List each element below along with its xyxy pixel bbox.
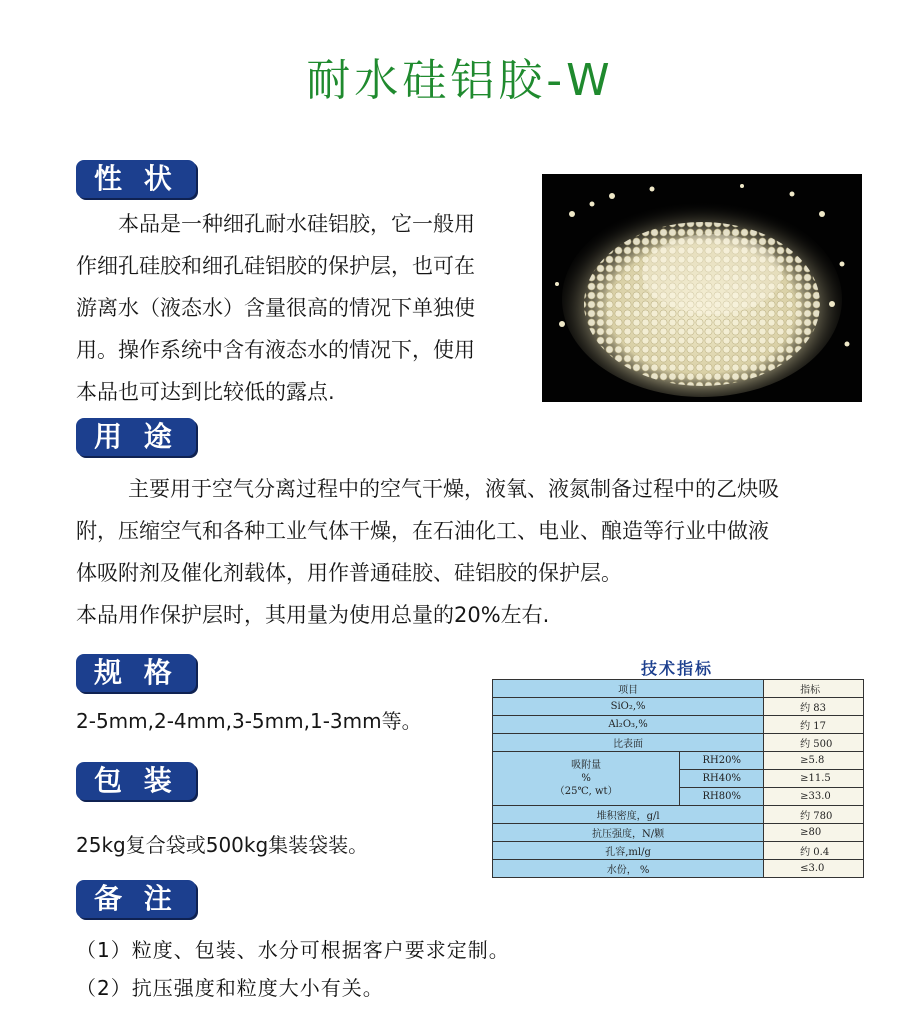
table-row xyxy=(493,680,864,698)
adsorption-cell xyxy=(493,752,680,806)
table-row xyxy=(493,842,864,860)
usage-line: 体吸附剂及催化剂载体，用作普通硅胶、硅铝胶的保护层。 xyxy=(76,561,622,585)
adsorption-unit: % xyxy=(581,773,591,784)
header-item-cell: 项目 xyxy=(493,680,764,698)
usage-line: 本品用作保护层时，其用量为使用总量的20%左右. xyxy=(76,603,550,627)
item-cell: 堆积密度，g/l xyxy=(493,806,764,824)
spec-table-title: 技术指标 xyxy=(640,659,713,678)
item-cell: 孔容,ml/g xyxy=(493,842,764,860)
value-cell: ≥80 xyxy=(764,824,864,842)
specs-text: 2-5mm,2-4mm,3-5mm,1-3mm等。 xyxy=(76,709,422,733)
spec-table xyxy=(492,679,864,878)
properties-text xyxy=(76,203,536,413)
table-row xyxy=(493,860,864,878)
usage-line: 附，压缩空气和各种工业气体干燥，在石油化工、电业、酿造等行业中做液 xyxy=(76,519,769,543)
item-cell: 水份， % xyxy=(493,860,764,878)
specs-heading: 规 格 xyxy=(76,654,196,692)
value-cell: 约 500 xyxy=(764,734,864,752)
item-cell: Al₂O₃,% xyxy=(493,716,764,734)
table-row xyxy=(493,716,864,734)
value-cell: ≥11.5 xyxy=(764,770,864,788)
adsorption-condition: （25℃, wt） xyxy=(554,786,618,797)
value-cell: ≥33.0 xyxy=(764,788,864,806)
packaging-heading: 包 装 xyxy=(76,762,196,800)
value-cell: 约 0.4 xyxy=(764,842,864,860)
item-cell: SiO₂,% xyxy=(493,698,764,716)
table-row xyxy=(493,824,864,842)
value-cell: 约 780 xyxy=(764,806,864,824)
table-row xyxy=(493,752,864,770)
note-item: （2）抗压强度和粒度大小有关。 xyxy=(76,976,384,1000)
rh-cell: RH80% xyxy=(680,788,764,806)
value-cell: 约 17 xyxy=(764,716,864,734)
usage-text xyxy=(76,468,876,636)
value-cell: ≤3.0 xyxy=(764,860,864,878)
rh-cell: RH40% xyxy=(680,770,764,788)
properties-line: 用。操作系统中含有液态水的情况下，使用 xyxy=(76,338,475,362)
item-cell: 比表面 xyxy=(493,734,764,752)
header-value-cell: 指标 xyxy=(764,680,864,698)
usage-line: 主要用于空气分离过程中的空气干燥，液氧、液氮制备过程中的乙炔吸 xyxy=(128,477,779,501)
white-beads-photo-icon xyxy=(542,174,862,402)
product-photo xyxy=(542,174,862,402)
table-row xyxy=(493,734,864,752)
note-item: （1）粒度、包装、水分可根据客户要求定制。 xyxy=(76,938,510,962)
usage-heading: 用 途 xyxy=(76,418,196,456)
notes-heading: 备 注 xyxy=(76,880,196,918)
properties-heading: 性 状 xyxy=(76,160,196,198)
adsorption-label: 吸附量 xyxy=(571,760,602,771)
table-row xyxy=(493,698,864,716)
properties-line: 本品是一种细孔耐水硅铝胶，它一般用 xyxy=(118,212,475,236)
table-row xyxy=(493,806,864,824)
rh-cell: RH20% xyxy=(680,752,764,770)
properties-line: 游离水（液态水）含量很高的情况下单独使 xyxy=(76,296,475,320)
properties-line: 作细孔硅胶和细孔硅铝胶的保护层，也可在 xyxy=(76,254,475,278)
value-cell: 约 83 xyxy=(764,698,864,716)
item-cell: 抗压强度，N/颗 xyxy=(493,824,764,842)
page-title: 耐水硅铝胶-W xyxy=(306,55,614,106)
packaging-text: 25kg复合袋或500kg集装袋装。 xyxy=(76,833,369,857)
properties-line: 本品也可达到比较低的露点. xyxy=(76,380,335,404)
value-cell: ≥5.8 xyxy=(764,752,864,770)
